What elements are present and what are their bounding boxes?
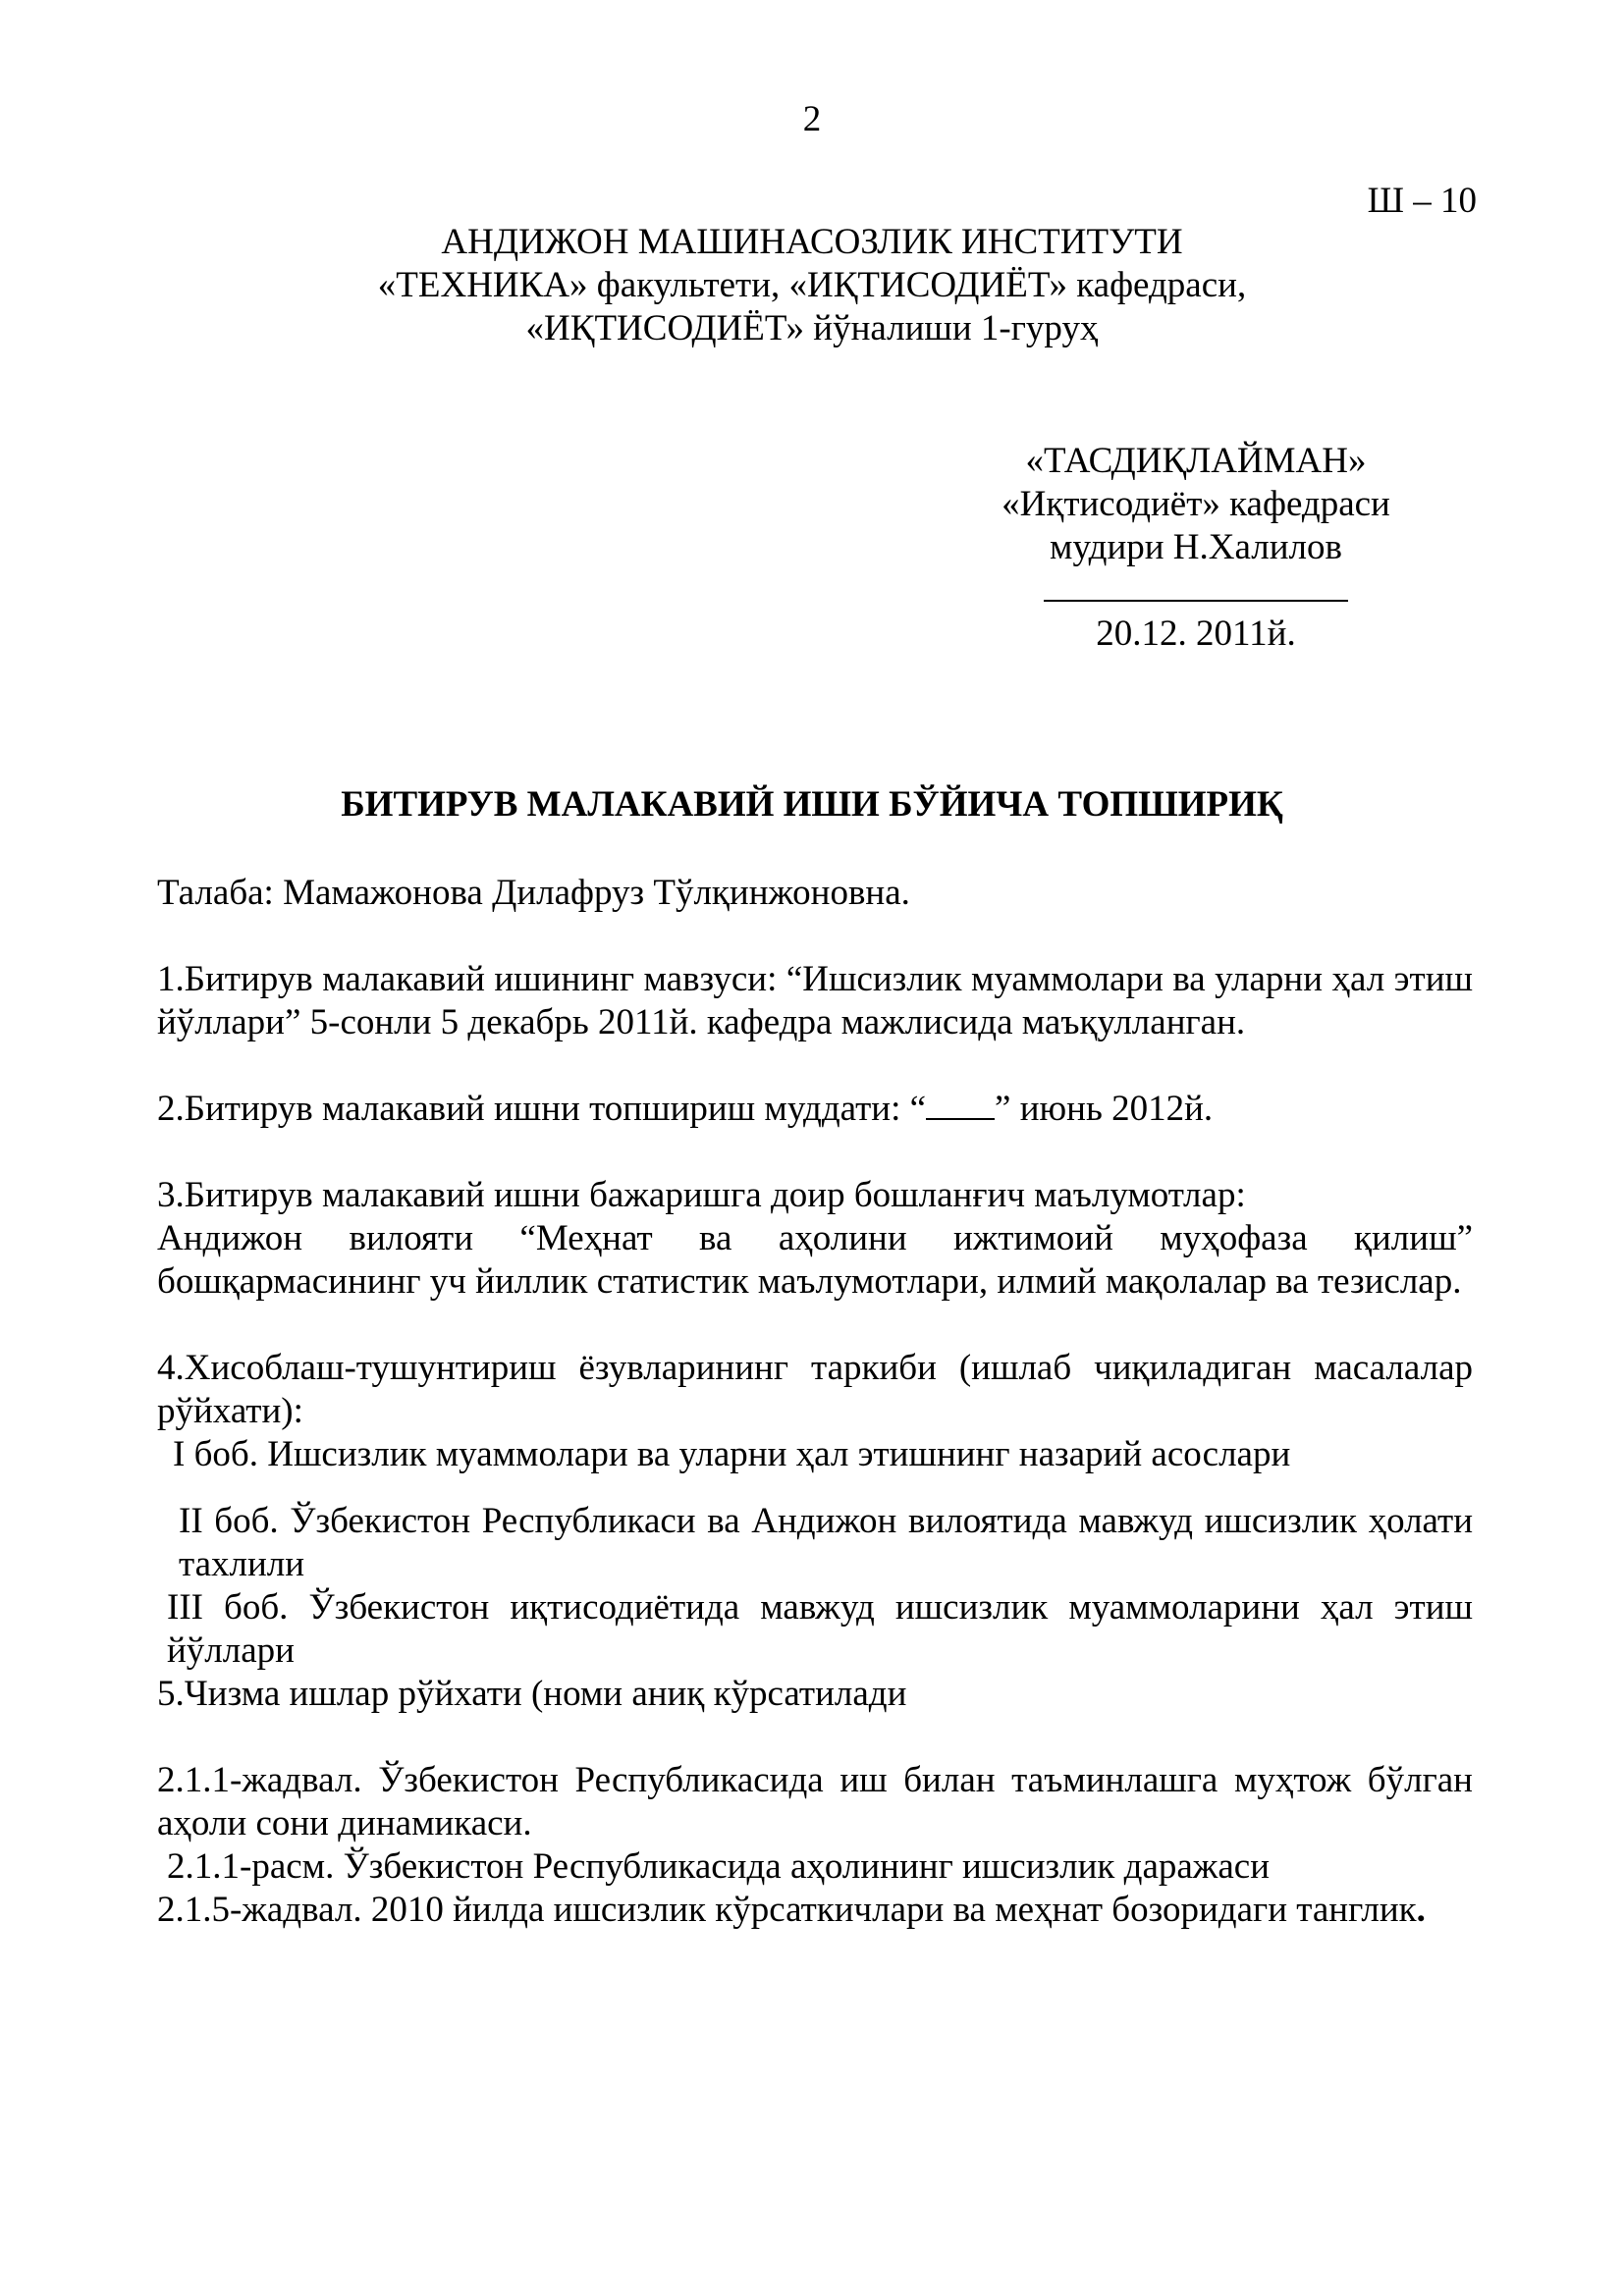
approval-department: «Иқтисодиёт» кафедраси xyxy=(1001,484,1390,524)
item-4-heading: 4.Хисоблаш-тушунтириш ёзувларининг таркиби (ишлаб чиқиладиган масалалар рўйхати): xyxy=(157,1348,1473,1431)
chapter-1: I боб. Ишсизлик муаммолари ва уларни ҳал этишнинг назарий асослари xyxy=(173,1434,1291,1474)
drawing-table-2-text: 2.1.5-жадвал. 2010 йилда ишсизлик кўрсаткичлари ва меҳнат бозоридаги танглик xyxy=(157,1890,1417,1930)
chapter-3: III боб. Ўзбекистон иқтисодиётида мавжуд ишсизлик муаммоларини ҳал этиш йўллари xyxy=(167,1587,1473,1671)
item-3-text: Андижон вилояти “Меҳнат ва аҳолини ижтимоий муҳофаза қилиш” бошқармасининг уч йиллик статистик маълумотлари, илмий мақолалар ва тезислар. xyxy=(157,1218,1473,1302)
document-body xyxy=(157,872,1473,1932)
document-title: БИТИРУВ МАЛАКАВИЙ ИШИ БЎЙИЧА ТОПШИРИҚ xyxy=(341,784,1283,825)
document-header xyxy=(0,221,1624,350)
item-2-text-after: ” июнь 2012й. xyxy=(995,1089,1214,1129)
approval-heading: «ТАСДИҚЛАЙМАН» xyxy=(1025,441,1367,481)
approval-block xyxy=(960,440,1432,656)
form-code: Ш – 10 xyxy=(1367,181,1477,221)
approval-date: 20.12. 2011й. xyxy=(1096,614,1296,654)
item-3-heading: 3.Битирув малакавий ишни бажаришга доир бошланғич маълумотлар: xyxy=(157,1175,1246,1215)
drawing-table-2 xyxy=(157,1889,1473,1932)
chapter-2: II боб. Ўзбекистон Республикаси ва Андижон вилоятида мавжуд ишсизлик ҳолати тахлили xyxy=(179,1501,1473,1584)
approval-head-name: мудири Н.Халилов xyxy=(1050,527,1342,567)
signature-line-row xyxy=(960,569,1432,613)
drawing-table-2-end: . xyxy=(1416,1890,1426,1930)
item-1-topic: 1.Битирув малакавий ишининг мавзуси: “Ишсизлик муаммолари ва уларни ҳал этиш йўллари” 5-сонли 5 декабрь 2011й. кафедра мажлисида маъқулланган. xyxy=(157,959,1473,1042)
drawing-table-1: 2.1.1-жадвал. Ўзбекистон Республикасида иш билан таъминлашга муҳтож бўлган аҳоли сони динамикаси. xyxy=(157,1760,1473,1843)
item-2-text-before: 2.Битирув малакавий ишни топшириш муддати: “ xyxy=(157,1089,927,1129)
faculty-department: «ТЕХНИКА» факультети, «ИҚТИСОДИЁТ» кафедраси, xyxy=(377,265,1247,305)
page-number: 2 xyxy=(802,99,822,139)
deadline-blank xyxy=(926,1089,995,1120)
student-line: Талаба: Мамажонова Дилафруз Тўлқинжоновна. xyxy=(157,873,910,913)
item-2-deadline xyxy=(157,1088,1473,1131)
specialty-group: «ИҚТИСОДИЁТ» йўналиши 1-гуруҳ xyxy=(525,308,1099,348)
item-5-drawings: 5.Чизма ишлар рўйхати (номи аниқ кўрсатилади xyxy=(157,1674,907,1714)
drawing-figure-1: 2.1.1-расм. Ўзбекистон Республикасида аҳолининг ишсизлик даражаси xyxy=(167,1846,1271,1887)
institute-name: АНДИЖОН МАШИНАСОЗЛИК ИНСТИТУТИ xyxy=(441,222,1183,262)
signature-line xyxy=(1044,570,1348,602)
